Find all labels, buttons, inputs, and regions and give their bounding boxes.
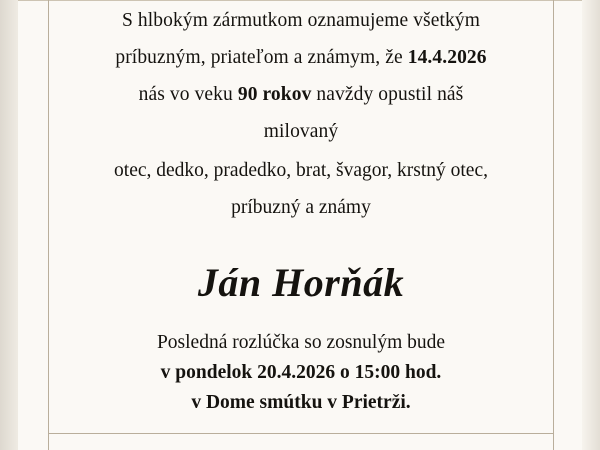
roles-line-1: otec, dedko, pradedko, brat, švagor, krstný otec, (114, 160, 488, 181)
intro-line-4-text: milovaný (263, 121, 339, 142)
card-border-right (553, 0, 554, 450)
deceased-name: Ján Horňák (197, 260, 405, 305)
card-border-left (48, 0, 49, 450)
intro-line-3-text-after: navždy opustil náš (311, 84, 464, 105)
page-left-edge-shadow (0, 0, 18, 450)
farewell-block (64, 328, 538, 418)
date-of-death: 14.4.2026 (407, 47, 487, 68)
announcement-card (18, 0, 582, 450)
roles-line-2: príbuzný a známy (231, 197, 371, 218)
roles-paragraph (64, 152, 538, 226)
farewell-datetime: v pondelok 20.4.2026 o 15:00 hod. (160, 362, 442, 383)
intro-line-3-text-before: nás vo veku (138, 84, 238, 105)
intro-line-2-text: príbuzným, priateľom a známym, že (115, 47, 408, 68)
intro-line-1-text: S hlbokým zármutkom oznamujeme všetkým (122, 10, 480, 31)
farewell-location: v Dome smútku v Prietrži. (191, 392, 411, 413)
page-right-edge-shadow (582, 0, 600, 450)
intro-line-3 (64, 76, 538, 113)
age-at-death: 90 rokov (237, 84, 312, 105)
intro-line-2 (64, 39, 538, 76)
farewell-intro: Posledná rozlúčka so zosnulým bude (156, 332, 446, 353)
announcement-text-block (64, 0, 538, 430)
intro-paragraph (64, 2, 538, 150)
intro-line-4 (64, 113, 538, 150)
intro-line-1 (64, 2, 538, 39)
card-border-bottom (48, 433, 554, 434)
